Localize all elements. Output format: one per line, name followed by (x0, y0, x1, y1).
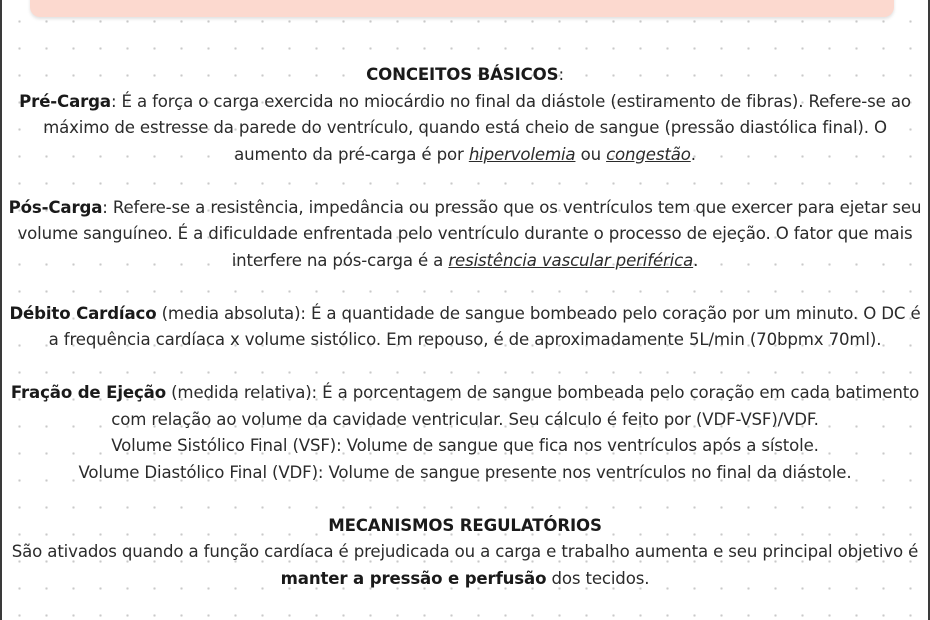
mecanismos-end: dos tecidos. (546, 568, 650, 588)
line-vsf: Volume Sistólico Final (VSF): Volume de sangue que fica nos ventrículos após a sístole. (111, 436, 819, 455)
heading-text: CONCEITOS BÁSICOS (366, 65, 559, 84)
fracao-text: (medida relativa): É a porcentagem de sangue bombeada pelo coração em cada batimento com relação ao volume da cavidade ventricular. Seu cálculo é feito por (VDF-VSF)/VDF. (111, 383, 920, 429)
pre-carga-end: . (690, 144, 696, 164)
line-vdf: Volume Diastólico Final (VDF): Volume de sangue presente nos ventrículos no final da diástole. (78, 462, 852, 482)
term-congestao: congestão (606, 144, 691, 164)
heading-suffix: : (558, 65, 564, 84)
paragraph-fracao-ejecao (6, 380, 924, 433)
term-resistencia-vascular: resistência vascular periférica (448, 250, 694, 270)
pre-carga-text: : É a força o carga exercida no miocárdio no final da diástole (estiramento de fibras). Refere-se ao máximo de estresse da parede do ventrículo, quando está cheio de sangue (pressão diastólica final). O aumento da pré-carga é por (43, 91, 911, 164)
debito-text: (media absoluta): É a quantidade de sangue bombeado pelo coração por um minuto. O DC é a frequência cardíaca x volume sistólico. Em repouso, é de aproximadamente 5L/min (70bpmx 70ml). (48, 303, 921, 349)
term-pre-carga: Pré-Carga (19, 91, 111, 111)
section-heading-mecanismos: MECANISMOS REGULATÓRIOS (328, 515, 602, 535)
mecanismos-text: São ativados quando a função cardíaca é prejudicada ou a carga e trabalho aumenta e seu principal objetivo é (11, 542, 919, 561)
paragraph-debito-cardiaco (6, 301, 924, 354)
paragraph-pre-carga (6, 89, 924, 169)
section-heading-conceitos (6, 62, 924, 89)
term-fracao-ejecao: Fração de Ejeção (10, 383, 166, 402)
term-hipervolemia: hipervolemia (468, 144, 576, 164)
pre-carga-mid: ou (575, 144, 607, 164)
top-banner (30, 0, 894, 17)
term-debito-cardiaco: Débito Cardíaco (9, 303, 157, 323)
notes-content (6, 62, 924, 592)
pos-carga-end: . (693, 250, 699, 270)
mecanismos-bold: manter a pressão e perfusão (280, 568, 547, 588)
term-pos-carga: Pós-Carga (8, 197, 103, 217)
paragraph-mecanismos (6, 539, 924, 592)
paragraph-pos-carga (6, 195, 924, 275)
pos-carga-text: : Refere-se a resistência, impedância ou pressão que os ventrículos tem que exercer para ejetar seu volume sanguíneo. É a dificuldade enfrentada pelo ventrículo durante o processo de ejeção. O fator que mais interfere na pós-carga é a (17, 197, 922, 270)
